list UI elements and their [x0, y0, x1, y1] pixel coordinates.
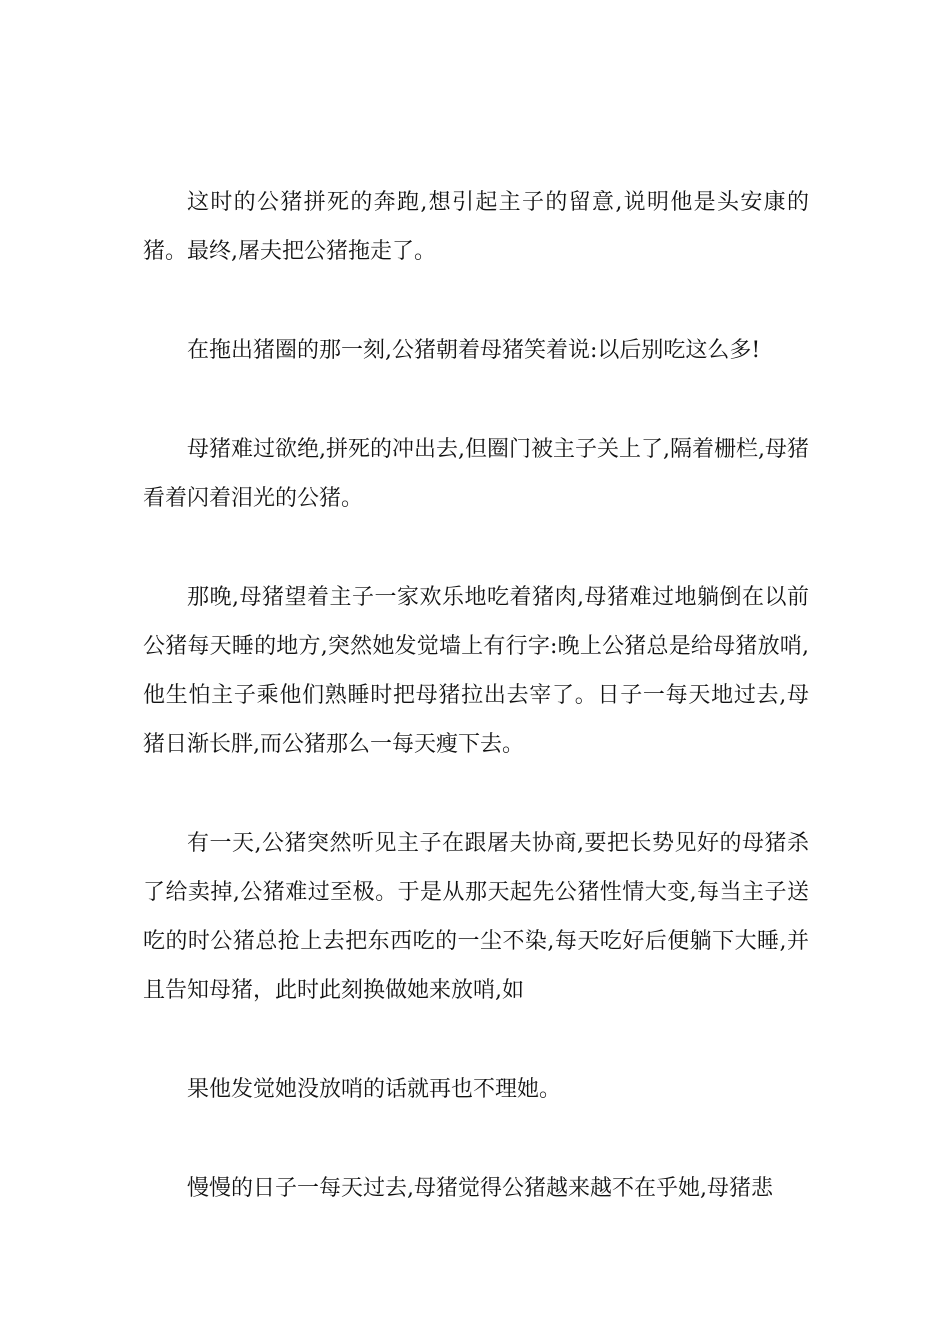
document-body: [143, 178, 809, 1213]
paragraph-6: 果他发觉她没放哨的话就再也不理她。: [187, 1077, 562, 1102]
paragraph-7: 慢慢的日子一每天过去,母猪觉得公猪越来越不在乎她,母猪悲: [187, 1176, 773, 1201]
paragraph-2: 在拖出猪圈的那一刻,公猪朝着母猪笑着说:以后别吃这么多!: [187, 338, 761, 363]
paragraph-4: 那晚,母猪望着主子一家欢乐地吃着猪肉,母猪难过地躺倒在以前公猪每天睡的地方,突然她发觉墙上有行字:晚上公猪总是给母猪放哨,他生怕主子乘他们熟睡时把母猪拉出去宰了。日子一每天地过去,母猪日渐长胖,而公猪那么一每天瘦下去。: [143, 585, 809, 757]
paragraph-3: 母猪难过欲绝,拼死的冲出去,但圈门被主子关上了,隔着栅栏,母猪看着闪着泪光的公猪。: [143, 437, 809, 511]
paragraph-5: 有一天,公猪突然听见主子在跟屠夫协商,要把长势见好的母猪杀了给卖掉,公猪难过至极。于是从那天起先公猪性情大变,每当主子送吃的时公猪总抢上去把东西吃的一尘不染,每天吃好后便躺下大睡,并且告知母猪，此时此刻换做她来放哨,如: [143, 831, 809, 1003]
paragraph-1: 这时的公猪拼死的奔跑,想引起主子的留意,说明他是头安康的猪。最终,屠夫把公猪拖走了。: [143, 190, 809, 264]
